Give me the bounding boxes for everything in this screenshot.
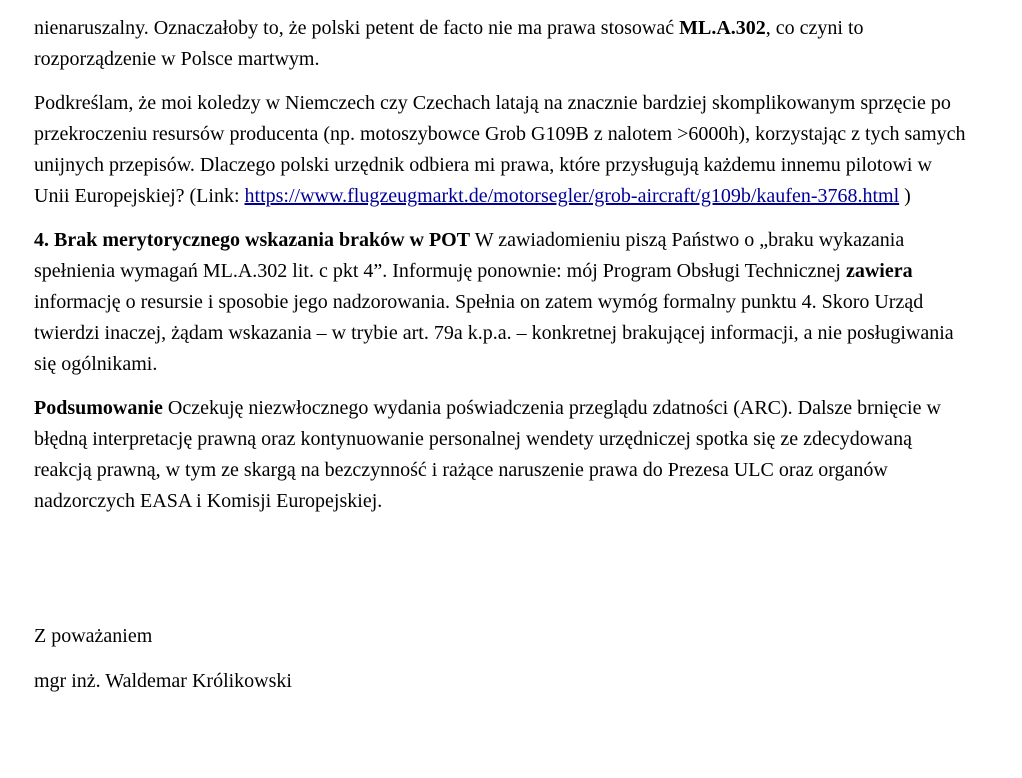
text-run: Podkreślam, że moi koledzy w Niemczech czy Czechach latają na znacznie bardziej skomplikowanym sprzęcie po przekroczeniu resursów producenta (np. motoszybowce Grob G109B z nalotem >6000h), korzystając z tych samych unijnych przepisów. Dlaczego polski urzędnik odbiera mi prawa, które przysługują każdemu innemu pilotowi w Unii Europejskiej? (Link: xyxy=(34,92,966,207)
signature-block xyxy=(34,621,972,697)
text-run: Oczekuję niezwłocznego wydania poświadczenia przeglądu zdatności (ARC). Dalsze brnięcie w błędną interpretację prawną oraz kontynuowanie personalnej wendety urzędniczej spotka się ze zdecydowaną reakcją prawną, w tym ze skargą na bezczynność i rażące naruszenie prawa do Prezesa ULC oraz organów nadzorczych EASA i Komisji Europejskiej. xyxy=(34,397,941,512)
text-run: informację o resursie i sposobie jego nadzorowania. Spełnia on zatem wymóg formalny punktu 4. Skoro Urząd twierdzi inaczej, żądam wskazania – w trybie art. 79a k.p.a. – konkretnej brakującej informacji, a nie posługiwania się ogólnikami. xyxy=(34,291,954,375)
signature-closing: Z poważaniem xyxy=(34,625,153,647)
text-run: ) xyxy=(899,185,911,207)
bold-text-run: 4. Brak merytorycznego wskazania braków w POT xyxy=(34,229,471,251)
document-link[interactable]: https://www.flugzeugmarkt.de/motorsegler/grob-aircraft/g109b/kaufen-3768.html xyxy=(244,185,900,207)
paragraph-2 xyxy=(34,88,972,212)
bold-text-run: zawiera xyxy=(845,260,913,282)
text-run: , co czyni to rozporządzenie w Polsce martwym. xyxy=(34,17,864,70)
signature-name: mgr inż. Waldemar Królikowski xyxy=(34,670,292,692)
paragraph-4 xyxy=(34,393,972,517)
text-run: W zawiadomieniu piszą Państwo o „braku wykazania spełnienia wymagań ML.A.302 lit. c pkt 4”. Informuję ponownie: mój Program Obsługi Technicznej xyxy=(34,229,905,282)
text-run: nienaruszalny. Oznaczałoby to, że polski petent de facto nie ma prawa stosować xyxy=(34,17,680,39)
bold-text-run: ML.A.302 xyxy=(679,17,766,39)
paragraph-3 xyxy=(34,225,972,380)
bold-text-run: Podsumowanie xyxy=(34,397,163,419)
paragraph-1 xyxy=(34,13,972,75)
document-paragraphs xyxy=(34,13,972,517)
